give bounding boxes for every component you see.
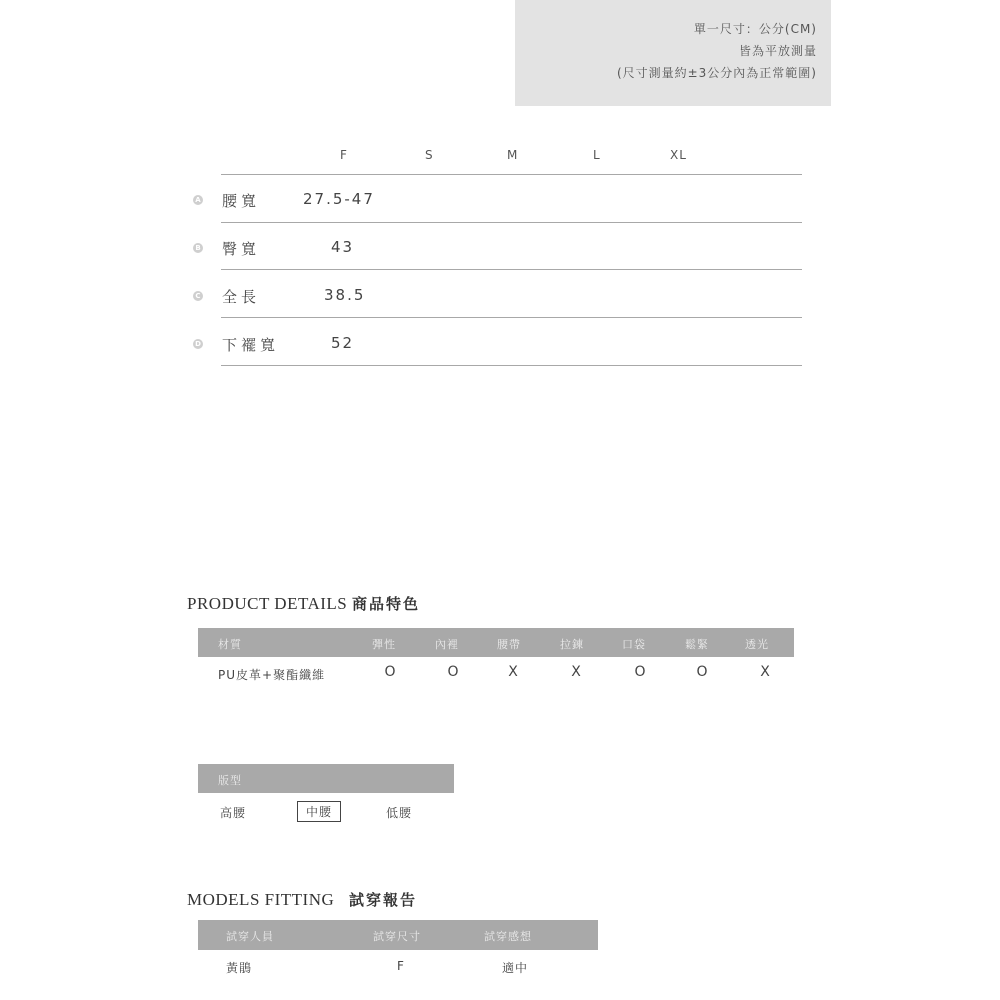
divider bbox=[221, 365, 802, 366]
row-label-waist: 腰寬 bbox=[222, 192, 261, 210]
row-d-icon: D bbox=[193, 339, 203, 349]
header-model: 試穿人員 bbox=[226, 930, 274, 943]
models-fitting-title-en: MODELS FITTING bbox=[187, 890, 335, 909]
fit-option-mid-selected: 中腰 bbox=[297, 801, 341, 822]
size-col-m: M bbox=[507, 148, 519, 162]
row-value-hem: 52 bbox=[331, 334, 355, 352]
header-belt: 腰帶 bbox=[497, 638, 521, 651]
fit-option-high: 高腰 bbox=[220, 806, 247, 820]
value-lining: O bbox=[447, 664, 459, 680]
value-sheer: X bbox=[760, 664, 770, 680]
value-zipper: X bbox=[571, 664, 581, 680]
value-size-worn: F bbox=[397, 959, 405, 973]
note-tolerance: (尺寸測量約±3公分內為正常範圍) bbox=[616, 66, 817, 80]
models-fitting-title bbox=[187, 889, 417, 910]
value-feedback: 適中 bbox=[502, 961, 529, 975]
row-b-icon: B bbox=[193, 243, 203, 253]
value-material: PU皮革+聚酯纖維 bbox=[218, 668, 326, 682]
header-zipper: 拉鍊 bbox=[560, 638, 584, 651]
value-model: 黃鵑 bbox=[226, 961, 253, 975]
size-col-xl: XL bbox=[670, 148, 687, 162]
product-details-title-zh: 商品特色 bbox=[352, 595, 421, 613]
row-value-hip: 43 bbox=[331, 238, 355, 256]
row-value-length: 38.5 bbox=[324, 286, 366, 304]
row-label-length: 全長 bbox=[222, 288, 261, 306]
header-pocket: 口袋 bbox=[622, 638, 646, 651]
row-a-icon: A bbox=[193, 195, 203, 205]
value-elastic: O bbox=[696, 664, 708, 680]
value-pocket: O bbox=[634, 664, 646, 680]
divider bbox=[221, 174, 802, 175]
row-value-waist: 27.5-47 bbox=[303, 190, 375, 208]
row-label-hip: 臀寬 bbox=[222, 240, 261, 258]
divider bbox=[221, 317, 802, 318]
header-sheer: 透光 bbox=[745, 638, 769, 651]
divider bbox=[221, 269, 802, 270]
size-col-s: S bbox=[425, 148, 434, 162]
size-col-f: F bbox=[340, 148, 348, 162]
fit-header: 版型 bbox=[218, 774, 242, 787]
header-size-worn: 試穿尺寸 bbox=[373, 930, 421, 943]
value-belt: X bbox=[508, 664, 518, 680]
fit-option-low: 低腰 bbox=[386, 806, 413, 820]
header-elastic: 鬆緊 bbox=[685, 638, 709, 651]
row-c-icon: C bbox=[193, 291, 203, 301]
size-col-l: L bbox=[593, 148, 601, 162]
header-material: 材質 bbox=[218, 638, 242, 651]
models-fitting-title-zh: 試穿報告 bbox=[349, 891, 418, 909]
header-feedback: 試穿感想 bbox=[484, 930, 532, 943]
measurement-note-box bbox=[515, 0, 831, 106]
value-elasticity: O bbox=[384, 664, 396, 680]
divider bbox=[221, 222, 802, 223]
header-elasticity: 彈性 bbox=[372, 638, 396, 651]
product-details-title-en: PRODUCT DETAILS bbox=[187, 594, 348, 613]
note-unit: 單一尺寸：公分(CM) bbox=[693, 22, 817, 36]
header-lining: 內裡 bbox=[435, 638, 459, 651]
row-label-hem: 下襬寬 bbox=[222, 336, 280, 354]
product-details-title bbox=[187, 593, 420, 614]
note-flat-measure: 皆為平放測量 bbox=[738, 44, 817, 58]
